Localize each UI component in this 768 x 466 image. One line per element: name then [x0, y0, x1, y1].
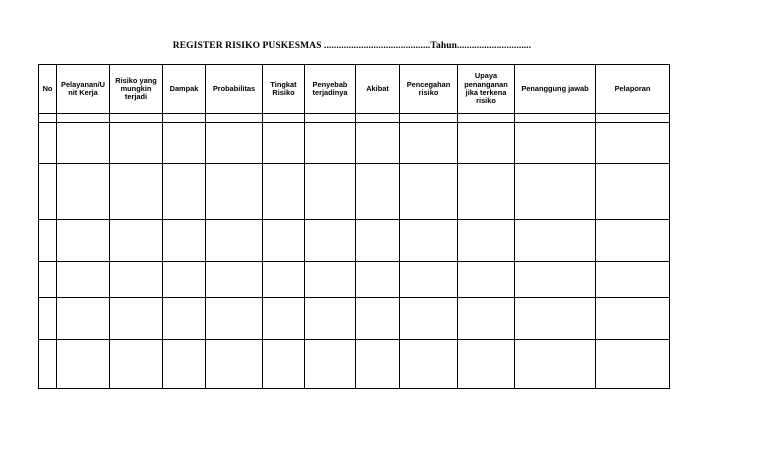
header-penyebab: Penyebab terjadinya [305, 65, 356, 114]
risk-register-table [38, 64, 670, 389]
header-no: No [39, 65, 57, 114]
header-tingkat-risiko: Tingkat Risiko [263, 65, 305, 114]
header-risiko: Risiko yang mungkin terjadi [110, 65, 163, 114]
separator-row [39, 114, 670, 123]
table-row [39, 340, 670, 389]
table-row [39, 298, 670, 340]
table-row [39, 164, 670, 220]
header-pelaporan: Pelaporan [596, 65, 670, 114]
table-row [39, 220, 670, 262]
table-row [39, 262, 670, 298]
header-akibat: Akibat [356, 65, 400, 114]
header-penanggung-jawab: Penanggung jawab [515, 65, 596, 114]
document-title: REGISTER RISIKO PUSKESMAS ...........................................Tahun.............................. [172, 41, 532, 51]
header-row [39, 65, 670, 114]
header-unit-kerja: Pelayanan/U nit Kerja [57, 65, 110, 114]
table-row [39, 123, 670, 164]
header-upaya-penanganan: Upaya penanganan jika terkena risiko [458, 65, 515, 114]
header-pencegahan: Pencegahan risiko [400, 65, 458, 114]
header-probabilitas: Probabilitas [206, 65, 263, 114]
header-dampak: Dampak [163, 65, 206, 114]
